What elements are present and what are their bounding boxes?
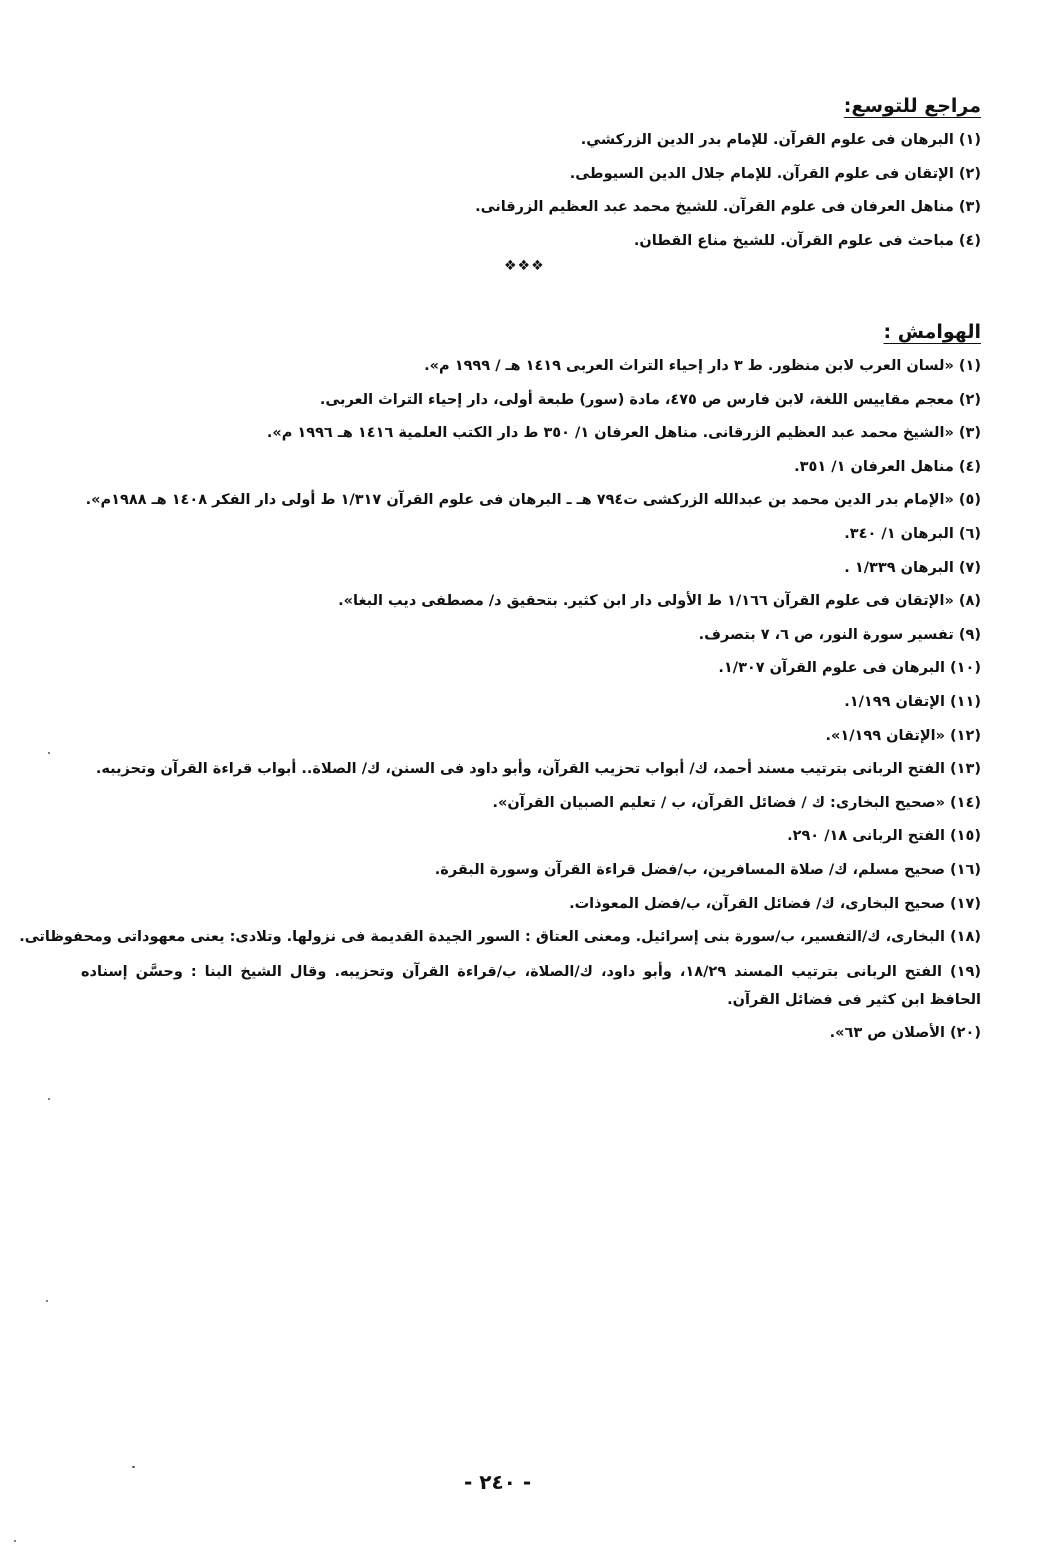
footnote-item: (١) «لسان العرب لابن منظور. ط ٣ دار إحياء التراث العربى ١٤١٩ هـ / ١٩٩٩ م». — [424, 358, 981, 374]
reference-item: (١) البرهان فى علوم القرآن. للإمام بدر الدين الزركشي. — [580, 132, 981, 148]
scan-speck — [48, 752, 50, 754]
footnote-item: (٧) البرهان ١/٣٣٩ . — [844, 559, 981, 576]
footnote-item: (٢) معجم مقاييس اللغة، لابن فارس ص ٤٧٥، مادة (سور) طبعة أولى، دار إحياء التراث العربى. — [319, 391, 981, 408]
scan-speck — [48, 1098, 50, 1100]
footnote-item: (١٩) الفتح الربانى بترتيب المسند ١٨/٢٩، وأبو داود، ك/الصلاة، ب/قراءة القرآن وتحزيبه. وقال الشيخ البنا : وحسَّن إسناده الحافظ ابن كثير فى فضائل القرآن. — [81, 963, 982, 1008]
footnote-item: (٤) مناهل العرفان ١/ ٣٥١. — [794, 458, 981, 475]
footnote-item: (١١) الإتقان ١/١٩٩. — [844, 693, 981, 710]
scan-speck — [46, 1300, 48, 1302]
scan-speck — [14, 1540, 16, 1542]
footnote-item: (١٧) صحيح البخارى، ك/ فضائل القرآن، ب/فضل المعوذات. — [569, 895, 981, 912]
footnote-item: (١٦) صحيح مسلم، ك/ صلاة المسافرين، ب/فضل قراءة القرآن وسورة البقرة. — [434, 861, 981, 878]
footnotes-heading: الهوامش : — [883, 321, 981, 343]
reference-item: (٤) مباحث فى علوم القرآن. للشيخ مناع القطان. — [633, 232, 981, 249]
footnote-item: (٦) البرهان ١/ ٣٤٠. — [844, 525, 981, 542]
page-number: - ٢٤٠ - — [464, 1470, 532, 1494]
reference-item: (٢) الإتقان فى علوم القرآن. للإمام جلال الدين السيوطى. — [569, 165, 981, 182]
footnote-item: (١٠) البرهان فى علوم القرآن ١/٣٠٧. — [718, 660, 981, 677]
footnote-item: (١٥) الفتح الربانى ١٨/ ٢٩٠. — [787, 828, 981, 845]
further-reading-section — [81, 92, 981, 258]
scan-speck — [132, 1466, 135, 1468]
footnote-item: (٩) تفسير سورة النور، ص ٦، ٧ بتصرف. — [698, 626, 981, 643]
footnote-item: (٥) «الإمام بدر الدين محمد بن عبدالله الزركشى ت٧٩٤ هـ ـ البرهان فى علوم القرآن ١/٣١٧ ط أولى دار الفكر ١٤٠٨ هـ ١٩٨٨م». — [85, 492, 981, 509]
further-reading-heading: مراجع للتوسع: — [843, 95, 981, 117]
footnote-item: (٢٠) الأصلان ص ٦٣». — [829, 1024, 981, 1041]
footnote-item: (١٨) البخارى، ك/التفسير، ب/سورة بنى إسرائيل. ومعنى العتاق : السور الجيدة القديمة فى نزولها. وتلادى: يعنى معهوداتى ومحفوظاتى. — [19, 929, 981, 946]
footnotes-section — [19, 318, 982, 1050]
section-divider-ornament: ❖❖❖ — [504, 258, 545, 274]
footnote-item: (٣) «الشيخ محمد عبد العظيم الزرقانى. مناهل العرفان ١/ ٣٥٠ ط دار الكتب العلمية ١٤١٦ هـ ١٩٩٦ م». — [266, 425, 981, 442]
footnote-item: (١٣) الفتح الربانى بترتيب مسند أحمد، ك/ أبواب تحزيب القرآن، وأبو داود فى السنن، ك/ الصلاة.. أبواب قراءة القرآن وتحزيبه. — [95, 761, 981, 778]
footnote-item: (١٤) «صحيح البخارى: ك / فضائل القرآن، ب / تعليم الصبيان القرآن». — [492, 794, 981, 811]
reference-item: (٣) مناهل العرفان فى علوم القرآن. للشيخ محمد عبد العظيم الزرقانى. — [475, 199, 981, 216]
footnote-item: (٨) «الإتقان فى علوم القرآن ١/١٦٦ ط الأولى دار ابن كثير. بتحقيق د/ مصطفى ديب البغا». — [338, 593, 981, 610]
footnote-item: (١٢) «الإتقان ١/١٩٩». — [825, 727, 981, 744]
